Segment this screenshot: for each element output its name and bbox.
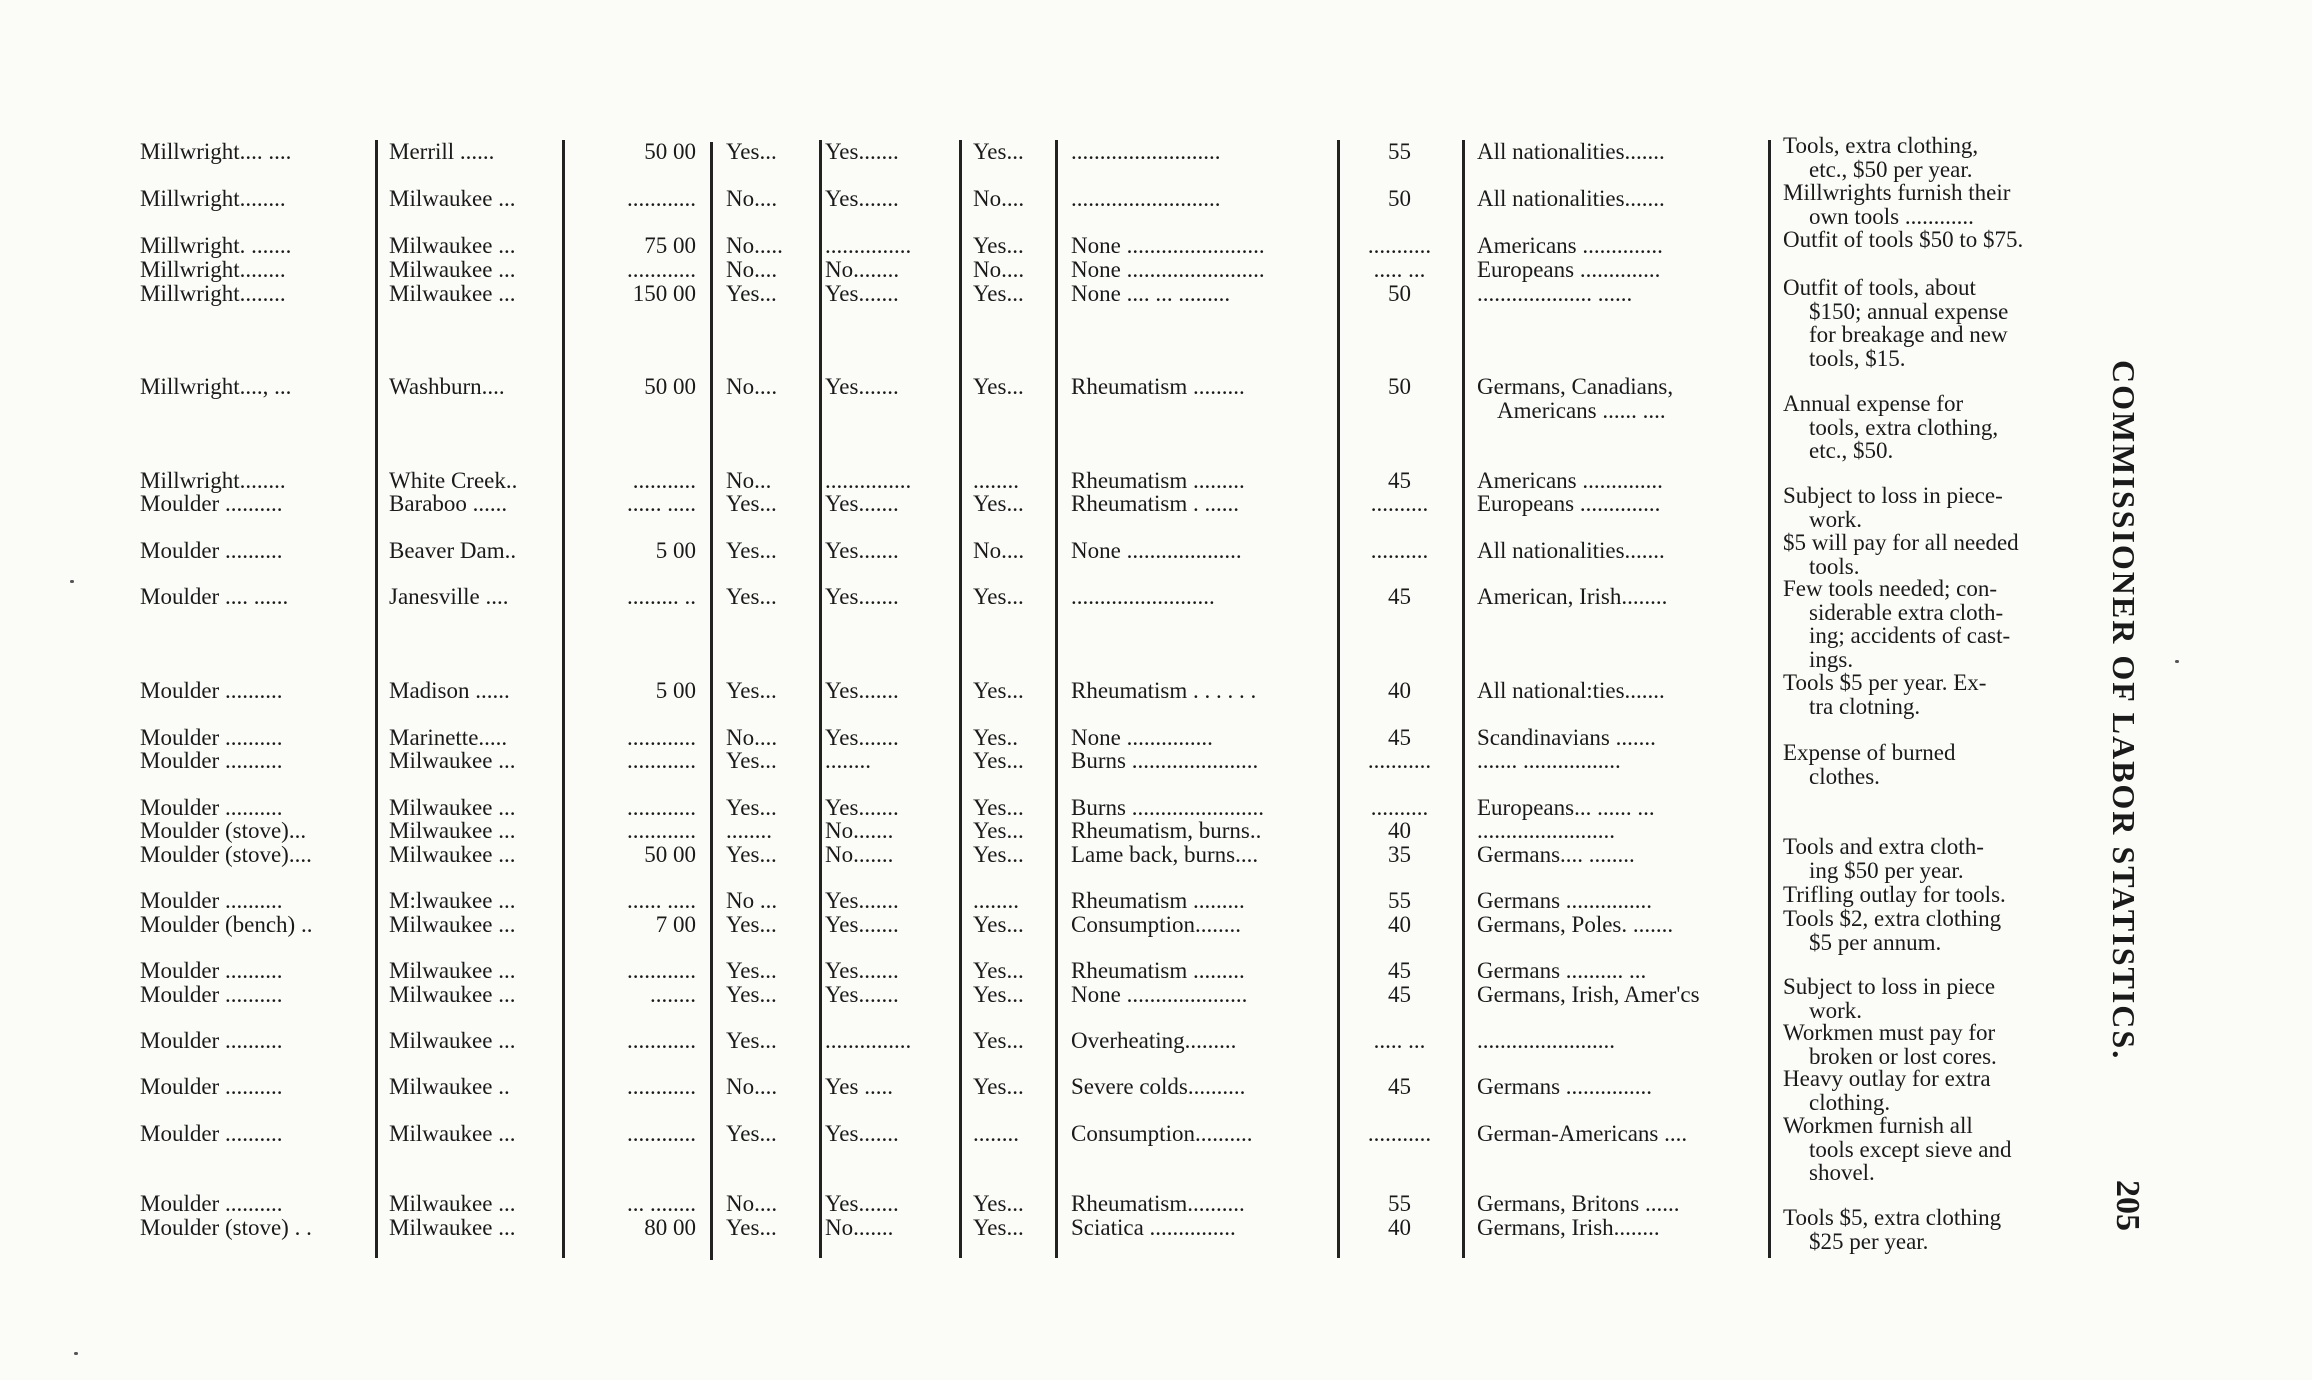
disease-cell: ......................... (1071, 585, 1215, 609)
occupation-cell: Millwright........ (140, 282, 286, 306)
column-a-cell: No... (726, 469, 772, 493)
occupation-cell: Moulder .......... (140, 959, 283, 983)
nationality-cell: German-Americans .... (1477, 1122, 1688, 1146)
remarks-line: Outfit of tools, about (1783, 275, 1976, 300)
expense-cell: 7 00 (655, 913, 696, 937)
disease-cell: None ........................ (1071, 258, 1265, 282)
locality-cell: Beaver Dam.. (389, 539, 517, 563)
disease-cell: Rheumatism . . . . . . (1071, 679, 1257, 703)
expense-cell: 80 00 (644, 1216, 696, 1240)
column-a-cell: Yes... (726, 1029, 777, 1053)
column-b-cell: Yes....... (825, 585, 899, 609)
nationality-cell: American, Irish........ (1477, 585, 1668, 609)
remarks-cell (1783, 1114, 2073, 1185)
remarks-line: Trifling outlay for tools. (1783, 882, 2006, 907)
occupation-cell: Millwright.... .... (140, 140, 292, 164)
column-b-cell: Yes....... (825, 913, 899, 937)
disease-cell: None .... ... ......... (1071, 282, 1231, 306)
column-a-cell: No.... (726, 187, 778, 211)
nationality-cell: Germans ............... (1477, 889, 1653, 913)
remarks-cell (1783, 577, 2073, 671)
age-cell: ..... ... (1373, 1029, 1426, 1053)
remarks-cell (1783, 134, 2073, 181)
nationality-cell: Europeans .............. (1477, 258, 1661, 282)
column-a-cell: Yes... (726, 843, 777, 867)
disease-cell: Rheumatism ......... (1071, 469, 1245, 493)
age-cell: 45 (1388, 959, 1411, 983)
remarks-cell (1783, 671, 2073, 718)
column-c-cell: Yes... (973, 1192, 1024, 1216)
expense-cell: ............ (627, 1122, 696, 1146)
disease-cell: Rheumatism.......... (1071, 1192, 1245, 1216)
disease-cell: None .................... (1071, 539, 1242, 563)
column-c-cell: ........ (973, 889, 1019, 913)
remarks-line: tools. (1809, 553, 1860, 579)
remarks-cell (1783, 1021, 2073, 1068)
remarks-line: work. (1809, 506, 1863, 532)
disease-cell: Sciatica ............... (1071, 1216, 1236, 1240)
disease-cell: None ........................ (1071, 234, 1265, 258)
remarks-line: Tools $5, extra clothing (1783, 1205, 2002, 1230)
nationality-cell: All nationalities....... (1477, 187, 1665, 211)
column-c-cell: No.... (973, 258, 1025, 282)
remarks-line: $5 will pay for all needed (1783, 530, 2019, 555)
nationality-cell: All nationalities....... (1477, 140, 1665, 164)
column-b-cell: No........ (825, 258, 900, 282)
remarks-line: $25 per year. (1809, 1228, 1929, 1254)
column-b-cell: ............... (825, 469, 912, 493)
disease-cell: Severe colds.......... (1071, 1075, 1246, 1099)
remarks-line: ing $50 per year. (1809, 857, 1964, 883)
age-cell: 35 (1388, 843, 1411, 867)
remarks-line: Subject to loss in piece (1783, 974, 1996, 999)
remarks-cell (1783, 228, 2073, 252)
expense-cell: 50 00 (644, 375, 696, 399)
occupation-cell: Moulder .......... (140, 539, 283, 563)
column-rule (562, 140, 565, 1258)
locality-cell: Milwaukee .. (389, 1075, 510, 1099)
occupation-cell: Millwright. ....... (140, 234, 292, 258)
locality-cell: Milwaukee ... (389, 234, 516, 258)
occupation-cell: Moulder .......... (140, 1075, 283, 1099)
nationality-cell: .................... ...... (1477, 282, 1633, 306)
remarks-line: Annual expense for (1783, 391, 1964, 416)
column-c-cell: Yes... (973, 234, 1024, 258)
column-a-cell: No..... (726, 234, 783, 258)
column-rule (1768, 140, 1771, 1258)
expense-cell: ............ (627, 258, 696, 282)
column-b-cell: ........ (825, 749, 871, 773)
locality-cell: Milwaukee ... (389, 959, 516, 983)
age-cell: 45 (1388, 585, 1411, 609)
age-cell: ........... (1367, 234, 1432, 258)
expense-cell: ............ (627, 1075, 696, 1099)
age-cell: 55 (1388, 1192, 1411, 1216)
locality-cell: Milwaukee ... (389, 749, 516, 773)
occupation-cell: Millwright........ (140, 258, 286, 282)
nationality-cell: ....... ................. (1477, 749, 1621, 773)
column-c-cell: No.... (973, 539, 1025, 563)
column-b-cell: Yes....... (825, 539, 899, 563)
disease-cell: None ............... (1071, 726, 1213, 750)
column-c-cell: Yes... (973, 913, 1024, 937)
column-a-cell: Yes... (726, 679, 777, 703)
column-a-cell: No.... (726, 258, 778, 282)
remarks-line: siderable extra cloth- (1809, 599, 2004, 625)
column-c-cell: Yes... (973, 819, 1024, 843)
expense-cell: 5 00 (655, 539, 696, 563)
column-a-cell: Yes... (726, 1216, 777, 1240)
column-rule (959, 140, 962, 1258)
column-a-cell: No.... (726, 375, 778, 399)
occupation-cell: Millwright...., ... (140, 375, 292, 399)
expense-cell: ............ (627, 796, 696, 820)
column-rule (1462, 140, 1465, 1258)
remarks-cell (1783, 484, 2073, 531)
column-b-cell: Yes ..... (825, 1075, 893, 1099)
page-speck (2175, 660, 2179, 663)
expense-cell: ............ (627, 1029, 696, 1053)
disease-cell: None ..................... (1071, 983, 1248, 1007)
remarks-cell (1783, 883, 2073, 907)
disease-cell: Rheumatism, burns.. (1071, 819, 1262, 843)
disease-cell: Rheumatism ......... (1071, 889, 1245, 913)
expense-cell: 50 00 (644, 843, 696, 867)
running-head: COMMISSIONER OF LABOR STATISTICS. (2106, 360, 2142, 1061)
column-b-cell: Yes....... (825, 140, 899, 164)
occupation-cell: Moulder .......... (140, 1122, 283, 1146)
remarks-cell (1783, 392, 2073, 463)
disease-cell: .......................... (1071, 187, 1221, 211)
remarks-line: Millwrights furnish their (1783, 180, 2011, 205)
nationality-cell: Europeans .............. (1477, 492, 1661, 516)
age-cell: 50 (1388, 187, 1411, 211)
remarks-line: Heavy outlay for extra (1783, 1066, 1991, 1091)
column-rule (375, 140, 378, 1258)
age-cell: 45 (1388, 469, 1411, 493)
locality-cell: Milwaukee ... (389, 282, 516, 306)
nationality-cell: Germans ............... (1477, 1075, 1653, 1099)
column-a-cell: Yes... (726, 492, 777, 516)
nationality-cell: Germans, Poles. ....... (1477, 913, 1674, 937)
column-c-cell: Yes... (973, 959, 1024, 983)
occupation-cell: Moulder .......... (140, 1192, 283, 1216)
remarks-line: Tools and extra cloth- (1783, 834, 1984, 859)
column-c-cell: Yes... (973, 843, 1024, 867)
column-c-cell: Yes... (973, 1029, 1024, 1053)
locality-cell: Milwaukee ... (389, 1216, 516, 1240)
column-c-cell: Yes... (973, 1216, 1024, 1240)
age-cell: ........... (1367, 1122, 1432, 1146)
remarks-cell (1783, 975, 2073, 1022)
expense-cell: ............ (627, 187, 696, 211)
column-a-cell: Yes... (726, 539, 777, 563)
column-a-cell: No.... (726, 726, 778, 750)
occupation-cell: Moulder .......... (140, 749, 283, 773)
locality-cell: Milwaukee ... (389, 1192, 516, 1216)
locality-cell: Milwaukee ... (389, 819, 516, 843)
locality-cell: Merrill ...... (389, 140, 495, 164)
remarks-cell (1783, 276, 2073, 370)
occupation-cell: Moulder .......... (140, 796, 283, 820)
locality-cell: Janesville .... (389, 585, 509, 609)
column-b-cell: Yes....... (825, 959, 899, 983)
remarks-cell (1783, 181, 2073, 228)
column-a-cell: Yes... (726, 796, 777, 820)
column-b-cell: Yes....... (825, 187, 899, 211)
column-b-cell: Yes....... (825, 796, 899, 820)
remarks-line: clothes. (1809, 763, 1880, 789)
remarks-cell (1783, 907, 2073, 954)
age-cell: 50 (1388, 282, 1411, 306)
remarks-line: ings. (1809, 646, 1854, 672)
remarks-line: work. (1809, 997, 1863, 1023)
locality-cell: Milwaukee ... (389, 843, 516, 867)
remarks-line: tools, $15. (1809, 345, 1906, 371)
age-cell: ..... ... (1373, 258, 1426, 282)
age-cell: 55 (1388, 140, 1411, 164)
expense-cell: 150 00 (632, 282, 696, 306)
column-c-cell: Yes... (973, 282, 1024, 306)
locality-cell: Milwaukee ... (389, 1122, 516, 1146)
disease-cell: Consumption.......... (1071, 1122, 1253, 1146)
column-a-cell: Yes... (726, 913, 777, 937)
locality-cell: Milwaukee ... (389, 913, 516, 937)
occupation-cell: Moulder .......... (140, 889, 283, 913)
nationality-cell: Americans .............. (1477, 234, 1663, 258)
expense-cell: ............ (627, 959, 696, 983)
remarks-line: Subject to loss in piece- (1783, 483, 2003, 508)
column-c-cell: Yes... (973, 796, 1024, 820)
column-rule (1055, 140, 1058, 1258)
remarks-line: $5 per annum. (1809, 929, 1942, 955)
disease-cell: Burns ....................... (1071, 796, 1264, 820)
locality-cell: Milwaukee ... (389, 187, 516, 211)
remarks-line: broken or lost cores. (1809, 1043, 1997, 1069)
locality-cell: White Creek.. (389, 469, 518, 493)
remarks-line: tools, extra clothing, (1809, 414, 1999, 440)
remarks-line: tra clotning. (1809, 693, 1921, 719)
disease-cell: Rheumatism ......... (1071, 375, 1245, 399)
expense-cell: ......... .. (627, 585, 696, 609)
expense-cell: ........... (632, 469, 696, 493)
remarks-line: own tools ............ (1809, 203, 1974, 229)
locality-cell: Milwaukee ... (389, 1029, 516, 1053)
remarks-line: etc., $50 per year. (1809, 156, 1973, 182)
disease-cell: Consumption........ (1071, 913, 1241, 937)
locality-cell: Milwaukee ... (389, 258, 516, 282)
column-c-cell: Yes... (973, 1075, 1024, 1099)
locality-cell: Baraboo ...... (389, 492, 508, 516)
column-b-cell: Yes....... (825, 1192, 899, 1216)
remarks-cell (1783, 741, 2073, 788)
remarks-line: $150; annual expense (1809, 298, 2009, 324)
expense-cell: ............ (627, 819, 696, 843)
age-cell: 40 (1388, 913, 1411, 937)
column-a-cell: Yes... (726, 959, 777, 983)
column-rule (819, 140, 822, 1258)
nationality-cell: Germans.... ........ (1477, 843, 1635, 867)
nationality-cell: Europeans... ...... ... (1477, 796, 1655, 820)
page-speck (74, 1352, 78, 1355)
disease-cell: Lame back, burns.... (1071, 843, 1259, 867)
column-c-cell: Yes... (973, 585, 1024, 609)
remarks-cell (1783, 531, 2073, 578)
age-cell: 55 (1388, 889, 1411, 913)
disease-cell: .......................... (1071, 140, 1221, 164)
nationality-cell: Germans, Irish, Amer'cs (1477, 983, 1700, 1007)
occupation-cell: Moulder (stove)... (140, 819, 307, 843)
page-speck (70, 580, 74, 583)
column-c-cell: Yes... (973, 679, 1024, 703)
remarks-line: Outfit of tools $50 to $75. (1783, 227, 2024, 252)
column-a-cell: ........ (726, 819, 772, 843)
locality-cell: Milwaukee ... (389, 796, 516, 820)
locality-cell: M:lwaukee ... (389, 889, 516, 913)
column-c-cell: Yes... (973, 983, 1024, 1007)
nationality-continuation: Americans ...... .... (1497, 398, 1666, 423)
column-a-cell: No.... (726, 1192, 778, 1216)
disease-cell: Rheumatism . ...... (1071, 492, 1240, 516)
column-b-cell: Yes....... (825, 726, 899, 750)
age-cell: .......... (1370, 796, 1429, 820)
remarks-cell (1783, 1067, 2073, 1114)
nationality-cell: Americans .............. (1477, 469, 1663, 493)
nationality-cell: Germans .......... ... (1477, 959, 1647, 983)
column-c-cell: Yes... (973, 749, 1024, 773)
remarks-line: Tools, extra clothing, (1783, 133, 1979, 158)
column-a-cell: Yes... (726, 282, 777, 306)
nationality-cell: Scandinavians ....... (1477, 726, 1656, 750)
column-a-cell: Yes... (726, 140, 777, 164)
column-a-cell: Yes... (726, 983, 777, 1007)
column-b-cell: Yes....... (825, 983, 899, 1007)
remarks-line: Workmen must pay for (1783, 1020, 1996, 1045)
column-b-cell: No....... (825, 1216, 894, 1240)
occupation-cell: Millwright........ (140, 187, 286, 211)
remarks-line: Few tools needed; con- (1783, 576, 1997, 601)
nationality-cell: Germans, Canadians, (1477, 375, 1674, 399)
column-a-cell: Yes... (726, 1122, 777, 1146)
column-b-cell: ............... (825, 234, 912, 258)
column-a-cell: No ... (726, 889, 778, 913)
age-cell: 40 (1388, 1216, 1411, 1240)
expense-cell: ........ (650, 983, 696, 1007)
disease-cell: Burns ...................... (1071, 749, 1259, 773)
age-cell: 45 (1388, 983, 1411, 1007)
remarks-line: Tools $2, extra clothing (1783, 906, 2002, 931)
column-b-cell: Yes....... (825, 889, 899, 913)
column-b-cell: ............... (825, 1029, 912, 1053)
column-c-cell: Yes... (973, 140, 1024, 164)
remarks-line: Expense of burned (1783, 740, 1956, 765)
column-a-cell: Yes... (726, 585, 777, 609)
occupation-cell: Moulder .......... (140, 679, 283, 703)
age-cell: .......... (1370, 539, 1429, 563)
nationality-cell: All national:ties....... (1477, 679, 1665, 703)
remarks-line: tools except sieve and (1809, 1136, 2012, 1162)
column-c-cell: No.... (973, 187, 1025, 211)
page-number: 205 (2109, 1180, 2146, 1231)
column-b-cell: Yes....... (825, 375, 899, 399)
column-a-cell: No.... (726, 1075, 778, 1099)
age-cell: 40 (1388, 819, 1411, 843)
nationality-cell: All nationalities....... (1477, 539, 1665, 563)
disease-cell: Overheating......... (1071, 1029, 1237, 1053)
nationality-cell: ........................ (1477, 1029, 1615, 1053)
column-b-cell: Yes....... (825, 282, 899, 306)
expense-cell: ...... ..... (627, 889, 696, 913)
expense-cell: 75 00 (644, 234, 696, 258)
column-c-cell: ........ (973, 1122, 1019, 1146)
column-rule (710, 142, 713, 1260)
column-c-cell: Yes.. (973, 726, 1018, 750)
expense-cell: ............ (627, 749, 696, 773)
locality-cell: Milwaukee ... (389, 983, 516, 1007)
column-c-cell: Yes... (973, 375, 1024, 399)
age-cell: ........... (1367, 749, 1432, 773)
remarks-line: clothing. (1809, 1089, 1891, 1115)
column-c-cell: Yes... (973, 492, 1024, 516)
column-b-cell: No....... (825, 819, 894, 843)
occupation-cell: Moulder .......... (140, 983, 283, 1007)
column-b-cell: Yes....... (825, 492, 899, 516)
locality-cell: Washburn.... (389, 375, 505, 399)
occupation-cell: Millwright........ (140, 469, 286, 493)
age-cell: 45 (1388, 726, 1411, 750)
nationality-cell: Germans, Irish........ (1477, 1216, 1660, 1240)
column-b-cell: No....... (825, 843, 894, 867)
age-cell: 40 (1388, 679, 1411, 703)
remarks-line: etc., $50. (1809, 438, 1894, 463)
nationality-cell: ........................ (1477, 819, 1615, 843)
column-b-cell: Yes....... (825, 1122, 899, 1146)
age-cell: .......... (1370, 492, 1429, 516)
occupation-cell: Moulder .......... (140, 1029, 283, 1053)
occupation-cell: Moulder (stove) . . (140, 1216, 312, 1240)
expense-cell: ............ (627, 726, 696, 750)
column-a-cell: Yes... (726, 749, 777, 773)
occupation-cell: Moulder (stove).... (140, 843, 312, 867)
expense-cell: 5 00 (655, 679, 696, 703)
occupation-cell: Moulder .... ...... (140, 585, 289, 609)
remarks-cell (1783, 1206, 2073, 1253)
expense-cell: 50 00 (644, 140, 696, 164)
locality-cell: Madison ...... (389, 679, 510, 703)
expense-cell: ...... ..... (627, 492, 696, 516)
remarks-line: for breakage and new (1809, 322, 2008, 347)
column-c-cell: ........ (973, 469, 1019, 493)
remarks-line: Tools $5 per year. Ex- (1783, 670, 1987, 695)
disease-cell: Rheumatism ......... (1071, 959, 1245, 983)
age-cell: 50 (1388, 375, 1411, 399)
remarks-line: Workmen furnish all (1783, 1113, 1973, 1138)
column-rule (1337, 140, 1340, 1258)
column-b-cell: Yes....... (825, 679, 899, 703)
expense-cell: ... ........ (627, 1192, 696, 1216)
occupation-cell: Moulder (bench) .. (140, 913, 313, 937)
locality-cell: Marinette..... (389, 726, 508, 750)
remarks-line: shovel. (1809, 1160, 1875, 1185)
remarks-cell (1783, 835, 2073, 882)
age-cell: 45 (1388, 1075, 1411, 1099)
occupation-cell: Moulder .......... (140, 726, 283, 750)
remarks-line: ing; accidents of cast- (1809, 623, 2011, 648)
occupation-cell: Moulder .......... (140, 492, 283, 516)
nationality-cell: Germans, Britons ...... (1477, 1192, 1680, 1216)
